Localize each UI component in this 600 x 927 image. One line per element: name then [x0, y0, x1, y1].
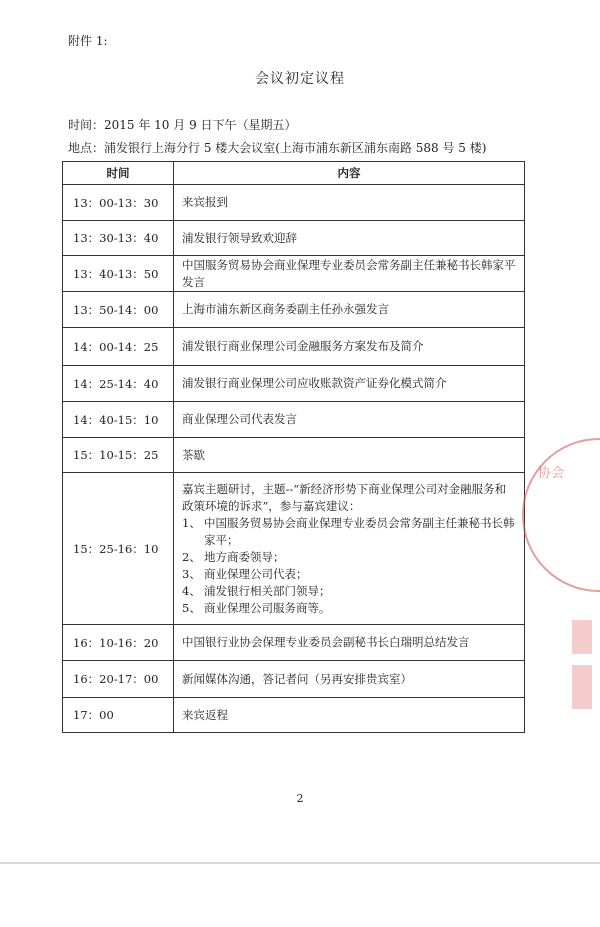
table-row [63, 256, 525, 292]
list-item-text: 地方商委领导； [204, 549, 285, 564]
row-content: 茶歇 [174, 438, 525, 473]
list-item-number: 5、 [182, 600, 201, 615]
time-column-header: 时间 [63, 162, 174, 185]
table-row [63, 698, 525, 733]
page-number: 2 [296, 792, 304, 805]
list-item-number: 1、 [182, 515, 201, 530]
page-fold-line [0, 862, 600, 864]
row-time: 14：25-14：40 [63, 366, 174, 402]
table-row [63, 328, 525, 366]
list-item-number: 3、 [182, 566, 201, 581]
table-row [63, 438, 525, 473]
row-time: 15：25-16：10 [63, 473, 174, 625]
list-item-number: 4、 [182, 583, 201, 598]
stamp-edge-mark [572, 665, 592, 709]
row-time: 16：10-16：20 [63, 625, 174, 661]
attachment-label: 附件 1: [68, 34, 108, 48]
list-item [182, 583, 516, 600]
row-time: 13：40-13：50 [63, 256, 174, 292]
row-time: 14：40-15：10 [63, 402, 174, 438]
table-row [63, 366, 525, 402]
list-item-number: 2、 [182, 549, 201, 564]
document-title: 会议初定议程 [255, 71, 345, 87]
row-content: 上海市浦东新区商务委副主任孙永强发言 [174, 292, 525, 328]
list-item-text: 中国服务贸易协会商业保理专业委员会常务副主任兼秘书长韩家平； [204, 515, 515, 547]
table-row [63, 625, 525, 661]
meeting-place: 地点：浦发银行上海分行 5 楼大会议室(上海市浦东新区浦东南路 588 号 5 楼) [68, 141, 487, 155]
row-time: 13：00-13：30 [63, 185, 174, 221]
row-time: 15：10-15：25 [63, 438, 174, 473]
row-content: 新闻媒体沟通，答记者问（另再安排贵宾室） [174, 661, 525, 698]
row-content: 浦发银行商业保理公司金融服务方案发布及简介 [174, 328, 525, 366]
row-content: 来宾返程 [174, 698, 525, 733]
table-row [63, 185, 525, 221]
row-time: 14：00-14：25 [63, 328, 174, 366]
list-item-text: 浦发银行相关部门领导； [204, 583, 331, 598]
row-content [174, 473, 525, 625]
table-row-discussion [63, 473, 525, 625]
guest-list [182, 515, 516, 617]
list-item-text: 商业保理公司服务商等。 [204, 600, 331, 615]
row-content: 浦发银行商业保理公司应收账款资产证券化模式简介 [174, 366, 525, 402]
row-content: 商业保理公司代表发言 [174, 402, 525, 438]
content-column-header: 内容 [174, 162, 525, 185]
stamp-edge-mark [572, 620, 592, 654]
table-row [63, 661, 525, 698]
row-content: 浦发银行领导致欢迎辞 [174, 221, 525, 256]
list-item-text: 商业保理公司代表； [204, 566, 308, 581]
list-item [182, 515, 516, 549]
row-time: 13：30-13：40 [63, 221, 174, 256]
row-content: 中国银行业协会保理专业委员会副秘书长白瑞明总结发言 [174, 625, 525, 661]
table-row [63, 402, 525, 438]
table-row [63, 221, 525, 256]
row-time: 16：20-17：00 [63, 661, 174, 698]
meeting-time: 时间：2015 年 10 月 9 日下午（星期五） [68, 118, 297, 132]
discussion-intro: 嘉宾主题研讨，主题--“新经济形势下商业保理公司对金融服务和政策环境的诉求”，参与嘉宾建议： [182, 481, 507, 513]
list-item [182, 600, 516, 617]
row-time: 17：00 [63, 698, 174, 733]
list-item [182, 549, 516, 566]
list-item [182, 566, 516, 583]
table-header-row [63, 162, 525, 185]
seal-fragment-text: 协会 [538, 466, 565, 481]
agenda-table [62, 161, 525, 733]
row-content: 中国服务贸易协会商业保理专业委员会常务副主任兼秘书长韩家平发言 [174, 256, 525, 292]
table-row [63, 292, 525, 328]
row-content: 来宾报到 [174, 185, 525, 221]
row-time: 13：50-14：00 [63, 292, 174, 328]
